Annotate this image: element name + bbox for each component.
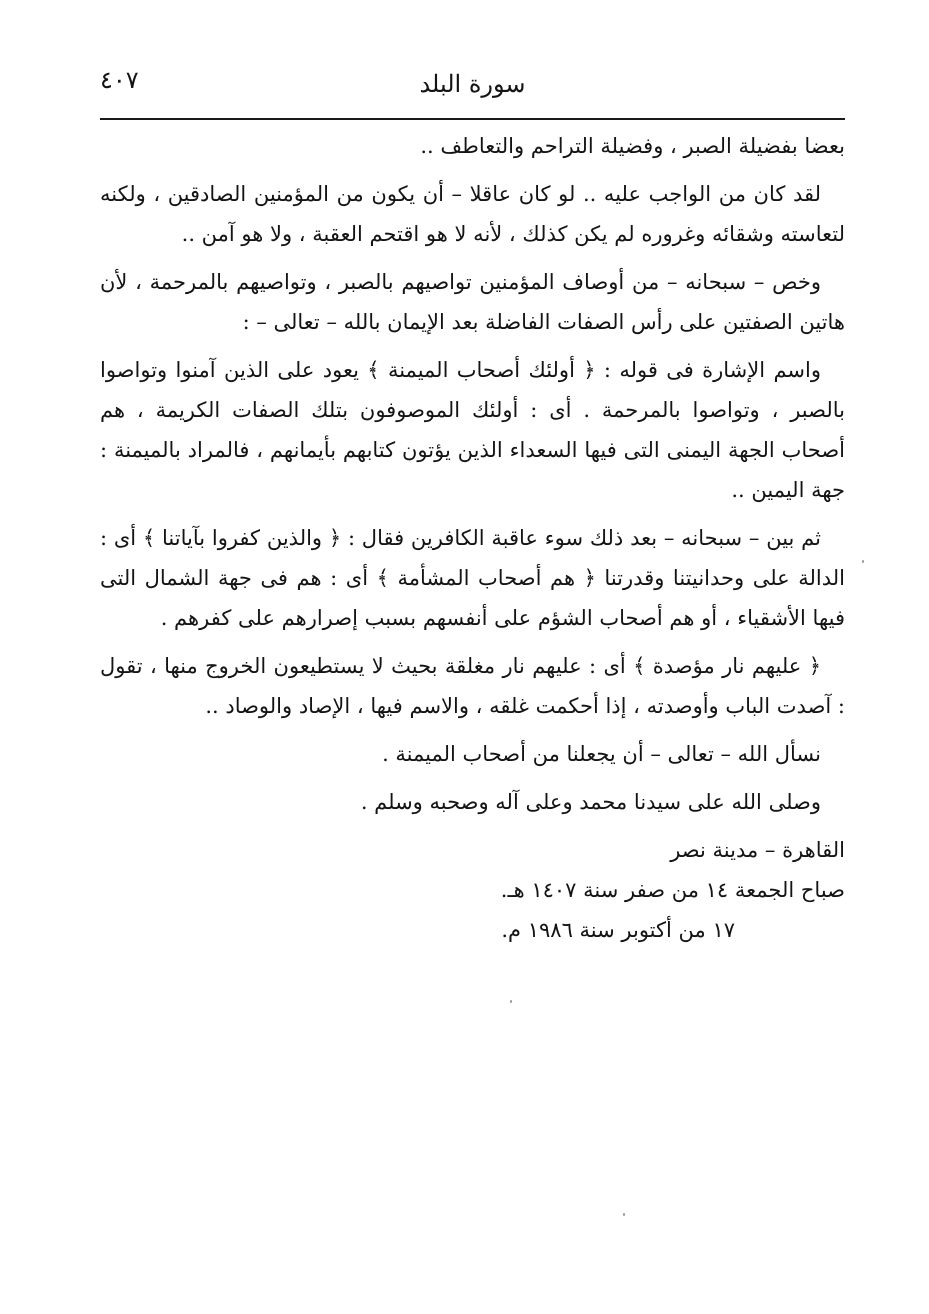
header-rule — [100, 118, 845, 120]
scan-speck — [862, 560, 864, 563]
paragraph: ﴿ عليهم نار مؤصدة ﴾ أى : عليهم نار مغلقة بحيث لا يستطيعون الخروج منها ، تقول : آصدت الباب وأوصدته ، إذا أحكمت غلقه ، والاسم فيها ، الإصاد والوصاد .. — [100, 654, 845, 718]
signature-place: القاهرة – مدينة نصر — [670, 838, 845, 862]
closing-prayer: نسأل الله – تعالى – أن يجعلنا من أصحاب الميمنة . — [382, 742, 821, 766]
signature-gregorian-date: ١٧ من أكتوبر سنة ١٩٨٦ م. — [501, 918, 735, 942]
scan-speck — [623, 1213, 625, 1216]
closing-salutation: وصلى الله على سيدنا محمد وعلى آله وصحبه وسلم . — [360, 790, 821, 814]
paragraph: وخص – سبحانه – من أوصاف المؤمنين تواصيهم بالصبر ، وتواصيهم بالمرحمة ، لأن هاتين الصفتين على رأس الصفات الفاضلة بعد الإيمان بالله – تعالى – : — [100, 270, 845, 334]
signature-hijri-date: صباح الجمعة ١٤ من صفر سنة ١٤٠٧ هـ. — [500, 878, 845, 902]
page-number: ٤٠٧ — [100, 66, 139, 94]
body-text — [100, 126, 845, 950]
page-header — [100, 66, 845, 106]
paragraph: ثم بين – سبحانه – بعد ذلك سوء عاقبة الكافرين فقال : ﴿ والذين كفروا بآياتنا ﴾ أى : الدالة على وحدانيتنا وقدرتنا ﴿ هم أصحاب المشأمة ﴾ أى : هم فى جهة الشمال التى فيها الأشقياء ، أو هم أصحاب الشؤم على أنفسهم بسبب إصرارهم على كفرهم . — [100, 526, 845, 630]
signature-block — [100, 830, 845, 950]
paragraph: لقد كان من الواجب عليه .. لو كان عاقلا – أن يكون من المؤمنين الصادقين ، ولكنه لتعاسته وشقائه وغروره لم يكن كذلك ، لأنه لا هو اقتحم العقبة ، ولا هو آمن .. — [100, 182, 845, 246]
paragraph-continuation: بعضا بفضيلة الصبر ، وفضيلة التراحم والتعاطف .. — [420, 134, 845, 158]
scan-speck — [510, 1000, 512, 1003]
paragraph: واسم الإشارة فى قوله : ﴿ أولئك أصحاب الميمنة ﴾ يعود على الذين آمنوا وتواصوا بالصبر ، وتواصوا بالمرحمة . أى : أولئك الموصوفون بتلك الصفات الكريمة ، هم أصحاب الجهة اليمنى التى فيها السعداء الذين يؤتون كتابهم بأيمانهم ، فالمراد بالميمنة : جهة اليمين .. — [100, 358, 845, 502]
running-title: سورة البلد — [419, 70, 526, 98]
